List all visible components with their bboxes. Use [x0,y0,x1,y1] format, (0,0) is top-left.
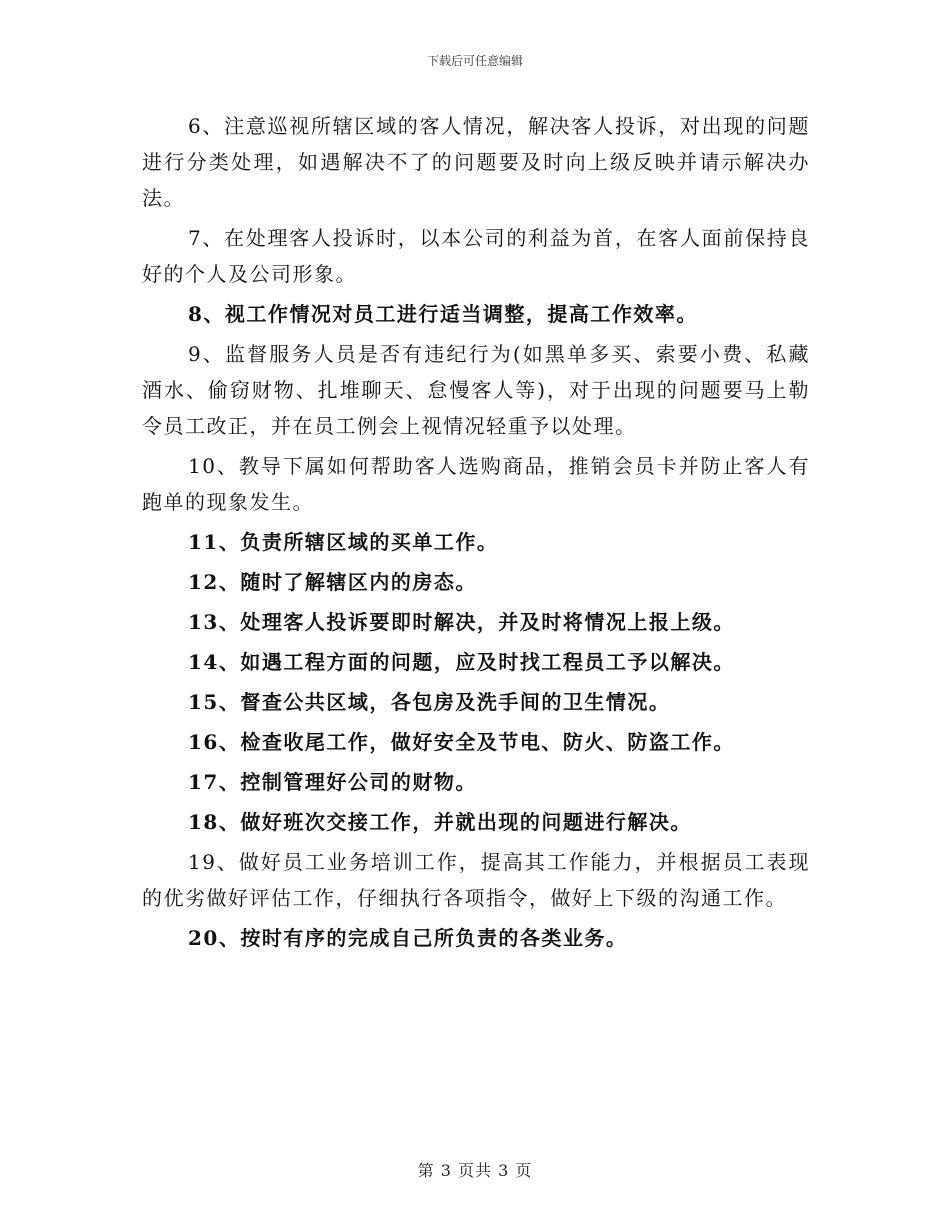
paragraph-item-17: 17、控制管理好公司的财物。 [188,770,477,794]
paragraph-item-10: 10、教导下属如何帮助客人选购商品，推销会员卡并防止客人有跑单的现象发生。 [142,454,810,514]
paragraph-item-9: 9、监督服务人员是否有违纪行为(如黑单多买、索要小费、私藏酒水、偷窃财物、扎堆聊天、怠慢客人等)，对于出现的问题要马上勒令员工改正，并在员工例会上视情况轻重予以处理。 [142,342,810,438]
paragraph-item-7: 7、在处理客人投诉时，以本公司的利益为首，在客人面前保持良好的个人及公司形象。 [142,226,810,286]
paragraph-item-11: 11、负责所辖区域的买单工作。 [188,530,499,554]
paragraph-item-6: 6、注意巡视所辖区域的客人情况，解决客人投诉，对出现的问题进行分类处理，如遇解决不了的问题要及时向上级反映并请示解决办法。 [142,114,810,210]
paragraph-item-14: 14、如遇工程方面的问题，应及时找工程员工予以解决。 [188,650,735,674]
page-header: 下载后可任意编辑 [426,54,523,68]
paragraph-item-15: 15、督查公共区域，各包房及洗手间的卫生情况。 [188,690,671,714]
document-body [142,108,810,960]
paragraph-item-12: 12、随时了解辖区内的房态。 [188,570,477,594]
page-footer: 第 3 页共 3 页 [417,1161,533,1180]
paragraph-item-19: 19、做好员工业务培训工作，提高其工作能力，并根据员工表现的优劣做好评估工作，仔细执行各项指令，做好上下级的沟通工作。 [142,850,810,910]
paragraph-item-8: 8、视工作情况对员工进行适当调整，提高工作效率。 [188,302,698,326]
paragraph-item-16: 16、检查收尾工作，做好安全及节电、防火、防盗工作。 [188,730,735,754]
paragraph-item-13: 13、处理客人投诉要即时解决，并及时将情况上报上级。 [188,610,735,634]
paragraph-item-20: 20、按时有序的完成自己所负责的各类业务。 [188,926,628,950]
paragraph-item-18: 18、做好班次交接工作，并就出现的问题进行解决。 [188,810,692,834]
